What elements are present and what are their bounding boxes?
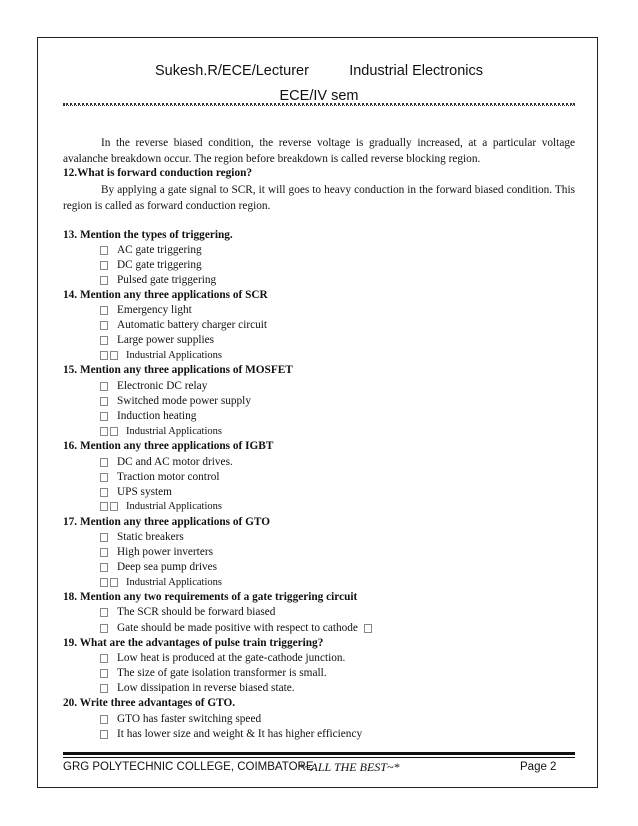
bullet-box-icon — [100, 382, 108, 391]
intro-paragraph-2: By applying a gate signal to SCR, it will goes to heavy conduction in the forward biased condition. This region is called as forward conduction region. — [63, 184, 575, 212]
footer-divider-thin — [63, 757, 575, 758]
question-14: 14. Mention any three applications of SCR — [63, 289, 268, 301]
list-item: UPS system — [100, 486, 172, 498]
bullet-box-icon — [100, 336, 108, 345]
bullet-box-icon — [100, 488, 108, 497]
list-item: Automatic battery charger circuit — [100, 319, 267, 331]
list-item: Induction heating — [100, 410, 196, 422]
question-12: 12.What is forward conduction region? — [63, 167, 253, 179]
bullet-box-icon — [100, 276, 108, 285]
list-item: AC gate triggering — [100, 244, 202, 256]
bullet-box-icon — [100, 261, 108, 270]
footer-college-name: GRG POLYTECHNIC COLLEGE, COIMBATORE — [63, 761, 314, 773]
bullet-box-icon — [100, 730, 108, 739]
list-item: Industrial Applications — [100, 577, 222, 588]
list-item: Emergency light — [100, 304, 192, 316]
bullet-box-icon — [100, 412, 108, 421]
bullet-box-icon — [100, 306, 108, 315]
list-item: Deep sea pump drives — [100, 561, 217, 573]
bullet-box-icon — [100, 502, 108, 511]
list-item: The SCR should be forward biased — [100, 606, 275, 618]
bullet-box-icon — [100, 473, 108, 482]
question-18: 18. Mention any two requirements of a gate triggering circuit — [63, 591, 358, 603]
list-item: Low heat is produced at the gate-cathode junction. — [100, 652, 345, 664]
list-item: Industrial Applications — [100, 501, 222, 512]
list-item: Switched mode power supply — [100, 395, 251, 407]
bullet-box-icon — [100, 533, 108, 542]
list-item: GTO has faster switching speed — [100, 713, 261, 725]
bullet-box-icon — [100, 321, 108, 330]
bullet-box-icon — [100, 684, 108, 693]
header-dotted-divider — [63, 103, 575, 106]
list-item: The size of gate isolation transformer is small. — [100, 667, 327, 679]
trailing-box-icon — [364, 624, 372, 633]
footer-motto: *~ALL THE BEST~* — [298, 760, 400, 774]
bullet-box-icon — [110, 351, 118, 360]
bullet-box-icon — [100, 427, 108, 436]
list-item: It has lower size and weight & It has higher efficiency — [100, 728, 362, 740]
bullet-box-icon — [110, 427, 118, 436]
list-item: Gate should be made positive with respect to cathode — [100, 622, 372, 634]
question-13: 13. Mention the types of triggering. — [63, 229, 233, 241]
bullet-box-icon — [100, 654, 108, 663]
bullet-box-icon — [100, 548, 108, 557]
bullet-box-icon — [100, 563, 108, 572]
intro-paragraph-1: In the reverse biased condition, the reverse voltage is gradually increased, at a particular voltage avalanche breakdown occur. The region before breakdown is called reverse blocking region. — [63, 137, 575, 165]
bullet-box-icon — [100, 458, 108, 467]
bullet-box-icon — [110, 578, 118, 587]
bullet-box-icon — [100, 669, 108, 678]
list-item: Traction motor control — [100, 471, 220, 483]
question-20: 20. Write three advantages of GTO. — [63, 697, 236, 709]
list-item: DC and AC motor drives. — [100, 456, 233, 468]
list-item: Large power supplies — [100, 334, 214, 346]
list-item: Static breakers — [100, 531, 184, 543]
question-19: 19. What are the advantages of pulse train triggering? — [63, 637, 324, 649]
question-17: 17. Mention any three applications of GTO — [63, 516, 271, 528]
bullet-box-icon — [110, 502, 118, 511]
footer-divider-thick — [63, 752, 575, 755]
list-item: Pulsed gate triggering — [100, 274, 216, 286]
list-item: Electronic DC relay — [100, 380, 207, 392]
question-15: 15. Mention any three applications of MOSFET — [63, 364, 293, 376]
bullet-box-icon — [100, 351, 108, 360]
bullet-box-icon — [100, 397, 108, 406]
bullet-box-icon — [100, 578, 108, 587]
list-item: Low dissipation in reverse biased state. — [100, 682, 295, 694]
list-item: DC gate triggering — [100, 259, 202, 271]
list-item: High power inverters — [100, 546, 213, 558]
footer-page-number: Page 2 — [520, 761, 557, 773]
bullet-box-icon — [100, 608, 108, 617]
list-item: Industrial Applications — [100, 350, 222, 361]
header-author-subject: Sukesh.R/ECE/Lecturer Industrial Electronics — [155, 63, 483, 79]
question-16: 16. Mention any three applications of IGBT — [63, 440, 274, 452]
list-item: Industrial Applications — [100, 426, 222, 437]
header-semester: ECE/IV sem — [279, 88, 359, 104]
bullet-box-icon — [100, 624, 108, 633]
bullet-box-icon — [100, 246, 108, 255]
bullet-box-icon — [100, 715, 108, 724]
